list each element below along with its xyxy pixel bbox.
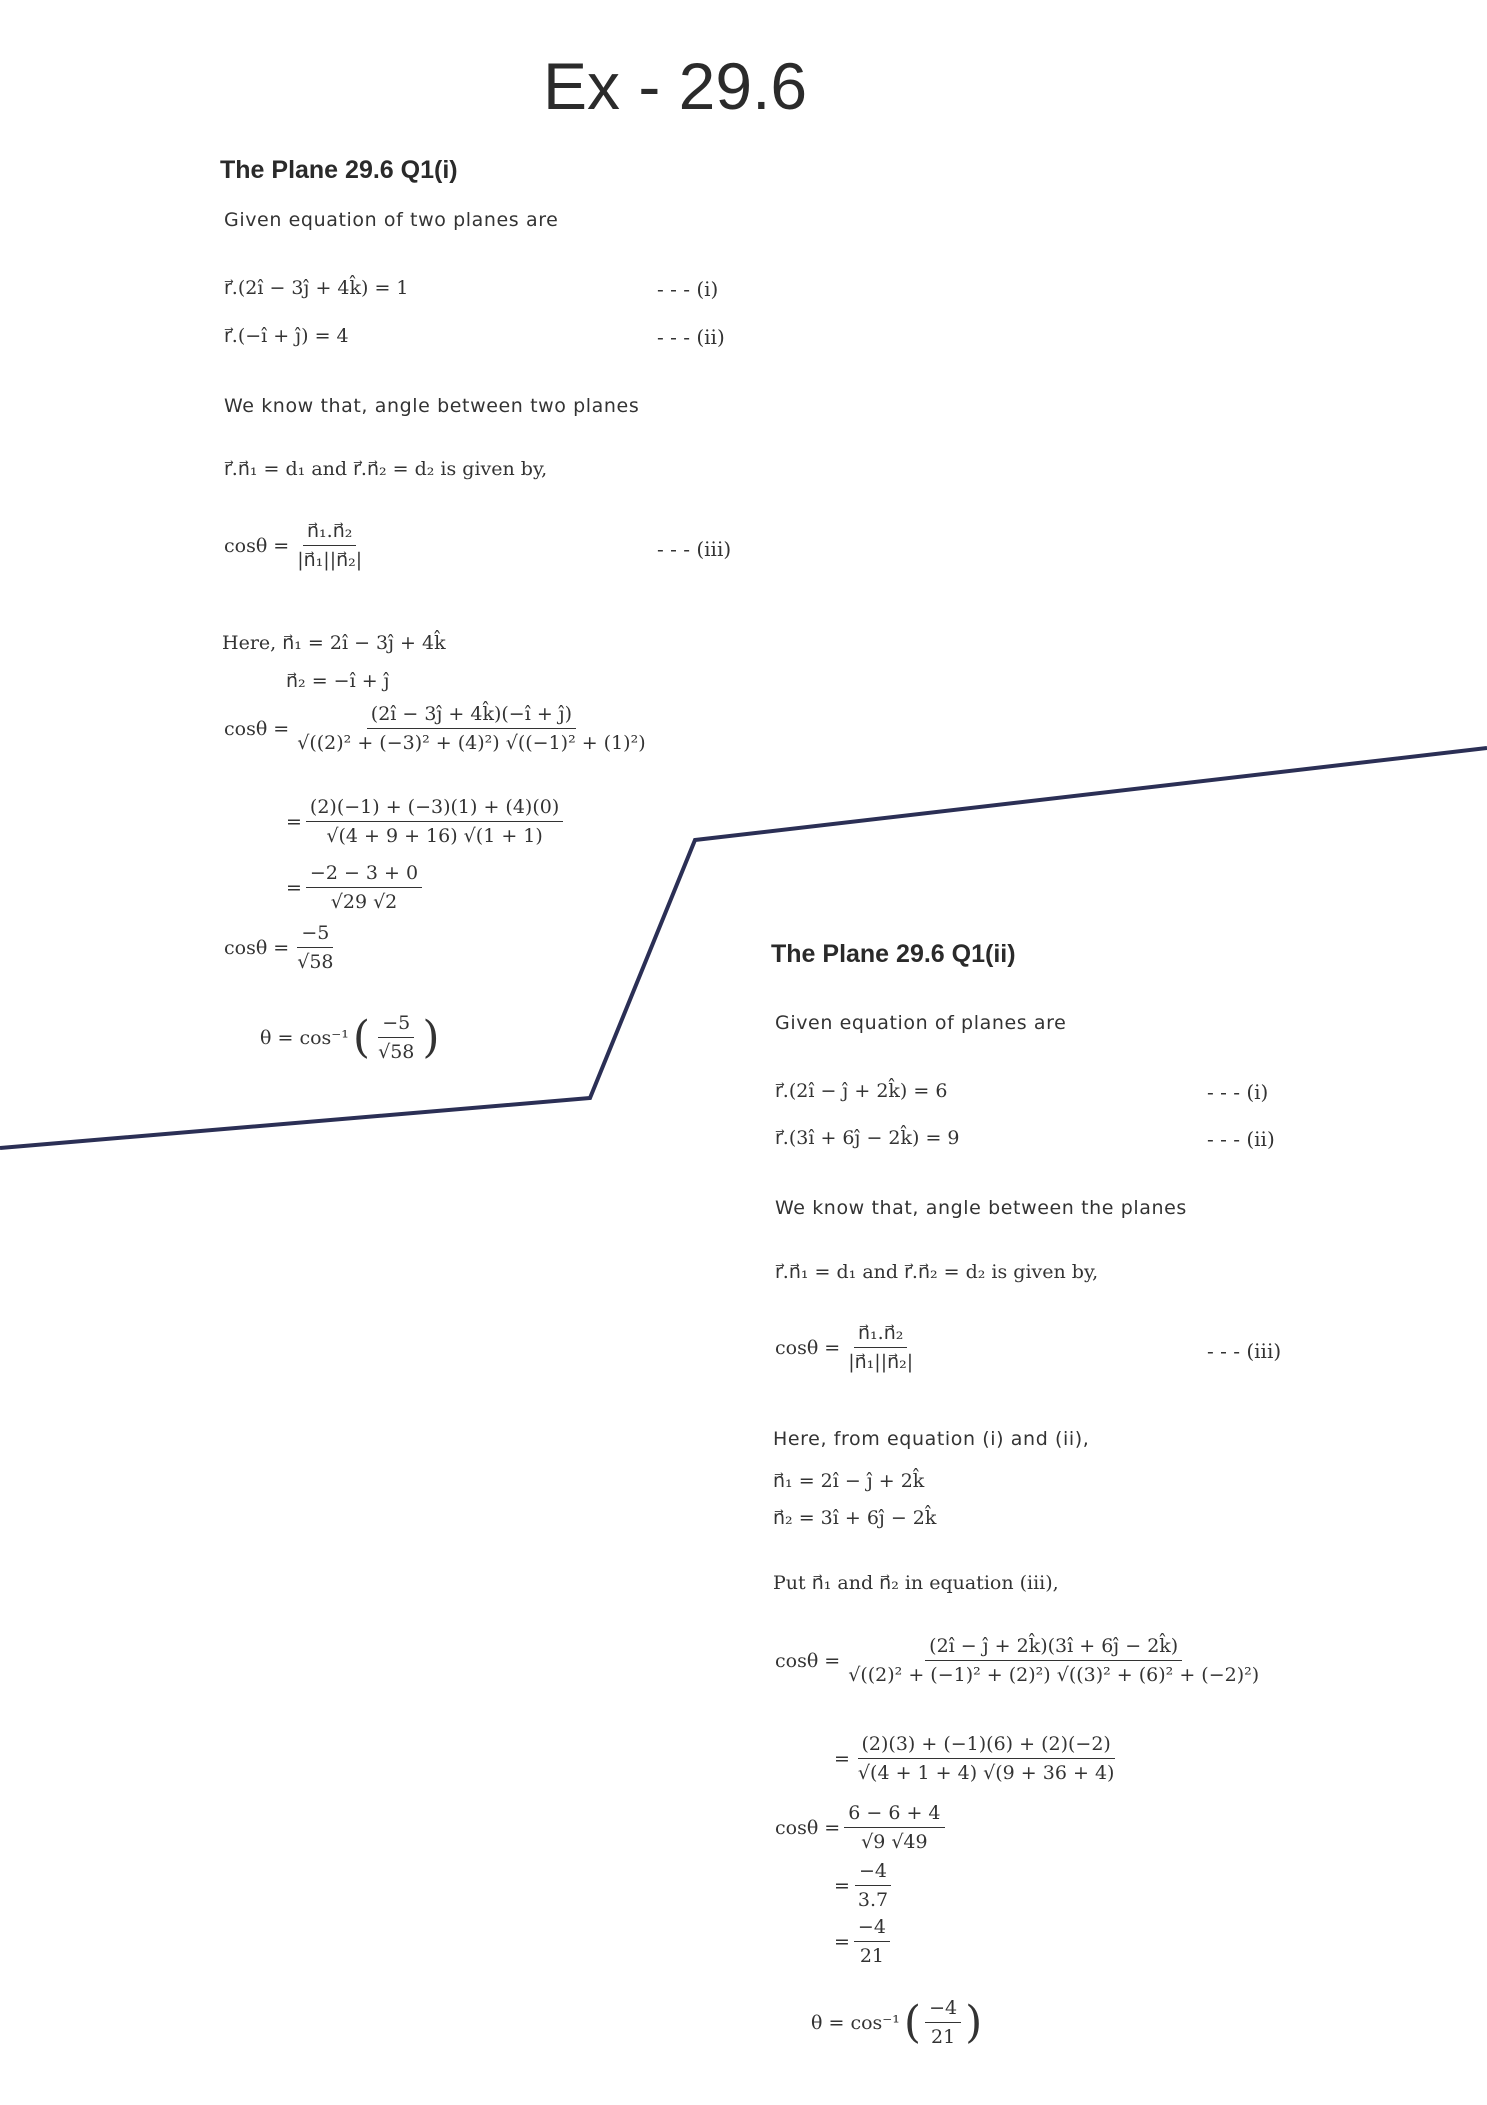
q2-cos-lhs: cosθ = — [775, 1336, 841, 1359]
q1-final-answer — [260, 1012, 440, 1063]
q1-step3-denominator: √29 √2 — [330, 891, 398, 913]
q2-step5-numerator: −4 — [854, 1916, 890, 1942]
q1-step3-fraction — [306, 862, 422, 913]
q2-step3-numerator: 6 − 6 + 4 — [844, 1802, 944, 1828]
q1-equation-tag-2: - - - (ii) — [657, 325, 725, 349]
q1-cos-lhs: cosθ = — [224, 534, 290, 557]
q2-equation-tag-2: - - - (ii) — [1207, 1127, 1275, 1151]
q1-step4-lhs: cosθ = — [224, 936, 290, 959]
q2-here-text: Here, from equation (i) and (ii), — [773, 1428, 1090, 1450]
q1-cos-numerator: n⃗₁.n⃗₂ — [303, 520, 356, 546]
q1-equation-tag-1: - - - (i) — [657, 277, 719, 301]
q2-step-1 — [775, 1635, 1267, 1686]
q1-cos-fraction — [293, 520, 366, 571]
q1-plane-equation-1: r⃗.(2î − 3ĵ + 4k̂) = 1 — [224, 277, 409, 299]
q2-final-paren-close: ) — [965, 1997, 983, 2048]
q2-step3-lhs: cosθ = — [775, 1816, 841, 1839]
q2-step2-fraction — [854, 1733, 1119, 1784]
q2-step1-numerator: (2î − ĵ + 2k̂)(3î + 6ĵ − 2k̂) — [925, 1635, 1182, 1661]
q1-step4-fraction — [293, 922, 337, 973]
q2-step2-denominator: √(4 + 1 + 4) √(9 + 36 + 4) — [857, 1762, 1115, 1784]
q1-step-3 — [286, 862, 426, 913]
q2-cos-formula — [775, 1322, 921, 1373]
q1-final-denominator: √58 — [378, 1041, 415, 1063]
q2-step1-denominator: √((2)² + (−1)² + (2)²) √((3)² + (6)² + (−2)²) — [848, 1664, 1260, 1686]
q2-equation-tag-3: - - - (iii) — [1207, 1339, 1282, 1363]
q1-final-numerator: −5 — [378, 1012, 414, 1038]
q2-step-3 — [775, 1802, 949, 1853]
q1-final-paren-close: ) — [422, 1012, 440, 1063]
q1-n1-definition: Here, n⃗₁ = 2î − 3ĵ + 4k̂ — [222, 632, 446, 654]
q2-section-title: The Plane 29.6 Q1(ii) — [771, 940, 1016, 968]
q2-equation-tag-1: - - - (i) — [1207, 1080, 1269, 1104]
q1-final-fraction — [374, 1012, 418, 1063]
q2-put-text: Put n⃗₁ and n⃗₂ in equation (iii), — [773, 1572, 1059, 1594]
q2-cos-numerator: n⃗₁.n⃗₂ — [854, 1322, 907, 1348]
q2-final-fraction — [925, 1997, 961, 2048]
q2-plane-equation-1: r⃗.(2î − ĵ + 2k̂) = 6 — [775, 1080, 948, 1102]
q1-step1-numerator: (2î − 3ĵ + 4k̂)(−î + ĵ) — [367, 703, 576, 729]
q2-step5-fraction — [854, 1916, 890, 1967]
q2-plane-equation-2: r⃗.(3î + 6ĵ − 2k̂) = 9 — [775, 1127, 960, 1149]
q1-cos-denominator: |n⃗₁||n⃗₂| — [297, 549, 363, 571]
q1-step2-denominator: √(4 + 9 + 16) √(1 + 1) — [326, 825, 543, 847]
q2-step2-numerator: (2)(3) + (−1)(6) + (2)(−2) — [858, 1733, 1115, 1759]
q2-cos-denominator: |n⃗₁||n⃗₂| — [848, 1351, 914, 1373]
q1-step-2 — [286, 796, 567, 847]
q2-condition-text: r⃗.n⃗₁ = d₁ and r⃗.n⃗₂ = d₂ is given by, — [775, 1261, 1099, 1283]
q1-step-4 — [224, 922, 342, 973]
q1-step1-fraction — [293, 703, 649, 754]
q2-step-2 — [834, 1733, 1122, 1784]
q2-step-4 — [834, 1860, 896, 1911]
q1-step2-fraction — [306, 796, 563, 847]
q1-condition-text: r⃗.n⃗₁ = d₁ and r⃗.n⃗₂ = d₂ is given by, — [224, 458, 548, 480]
q1-section-title: The Plane 29.6 Q1(i) — [220, 156, 458, 184]
q1-equation-tag-3: - - - (iii) — [657, 537, 732, 561]
q1-step4-denominator: √58 — [297, 951, 334, 973]
q2-step4-fraction — [854, 1860, 892, 1911]
q1-plane-equation-2: r⃗.(−î + ĵ) = 4 — [224, 325, 349, 347]
q1-know-text: We know that, angle between two planes — [224, 395, 640, 417]
q2-step1-fraction — [844, 1635, 1263, 1686]
q1-final-paren-open: ( — [352, 1012, 371, 1063]
q2-n2-definition: n⃗₂ = 3î + 6ĵ − 2k̂ — [773, 1507, 937, 1529]
q1-final-lhs: θ = cos⁻¹ — [260, 1026, 349, 1049]
q1-n2-definition: n⃗₂ = −î + ĵ — [286, 670, 390, 692]
q2-step3-fraction — [844, 1802, 944, 1853]
q2-intro-text: Given equation of planes are — [775, 1012, 1067, 1034]
q2-step5-equals: = — [834, 1930, 850, 1953]
q1-step2-equals: = — [286, 810, 302, 833]
q1-step3-equals: = — [286, 876, 302, 899]
q2-step1-lhs: cosθ = — [775, 1649, 841, 1672]
q2-know-text: We know that, angle between the planes — [775, 1197, 1187, 1219]
q1-step2-numerator: (2)(−1) + (−3)(1) + (4)(0) — [306, 796, 563, 822]
q2-step5-denominator: 21 — [859, 1945, 885, 1967]
q1-step1-lhs: cosθ = — [224, 717, 290, 740]
q2-final-paren-open: ( — [903, 1997, 922, 2048]
q1-intro-text: Given equation of two planes are — [224, 209, 559, 231]
q2-step4-denominator: 3.7 — [857, 1889, 889, 1911]
q1-step4-numerator: −5 — [297, 922, 333, 948]
q2-final-answer — [811, 1997, 982, 2048]
q2-final-numerator: −4 — [925, 1997, 961, 2023]
q2-step-5 — [834, 1916, 894, 1967]
q2-step4-numerator: −4 — [855, 1860, 891, 1886]
q2-step2-equals: = — [834, 1747, 850, 1770]
q1-cos-formula — [224, 520, 370, 571]
q2-step3-denominator: √9 √49 — [861, 1831, 928, 1853]
q2-step4-equals: = — [834, 1874, 850, 1897]
q2-cos-fraction — [844, 1322, 917, 1373]
page-title: Ex - 29.6 — [543, 49, 808, 123]
q2-n1-definition: n⃗₁ = 2î − ĵ + 2k̂ — [773, 1470, 925, 1492]
q2-final-denominator: 21 — [931, 2026, 956, 2048]
q2-final-lhs: θ = cos⁻¹ — [811, 2011, 900, 2034]
q1-step3-numerator: −2 − 3 + 0 — [306, 862, 422, 888]
q1-step-1 — [224, 703, 654, 754]
q1-step1-denominator: √((2)² + (−3)² + (4)²) √((−1)² + (1)²) — [297, 732, 646, 754]
